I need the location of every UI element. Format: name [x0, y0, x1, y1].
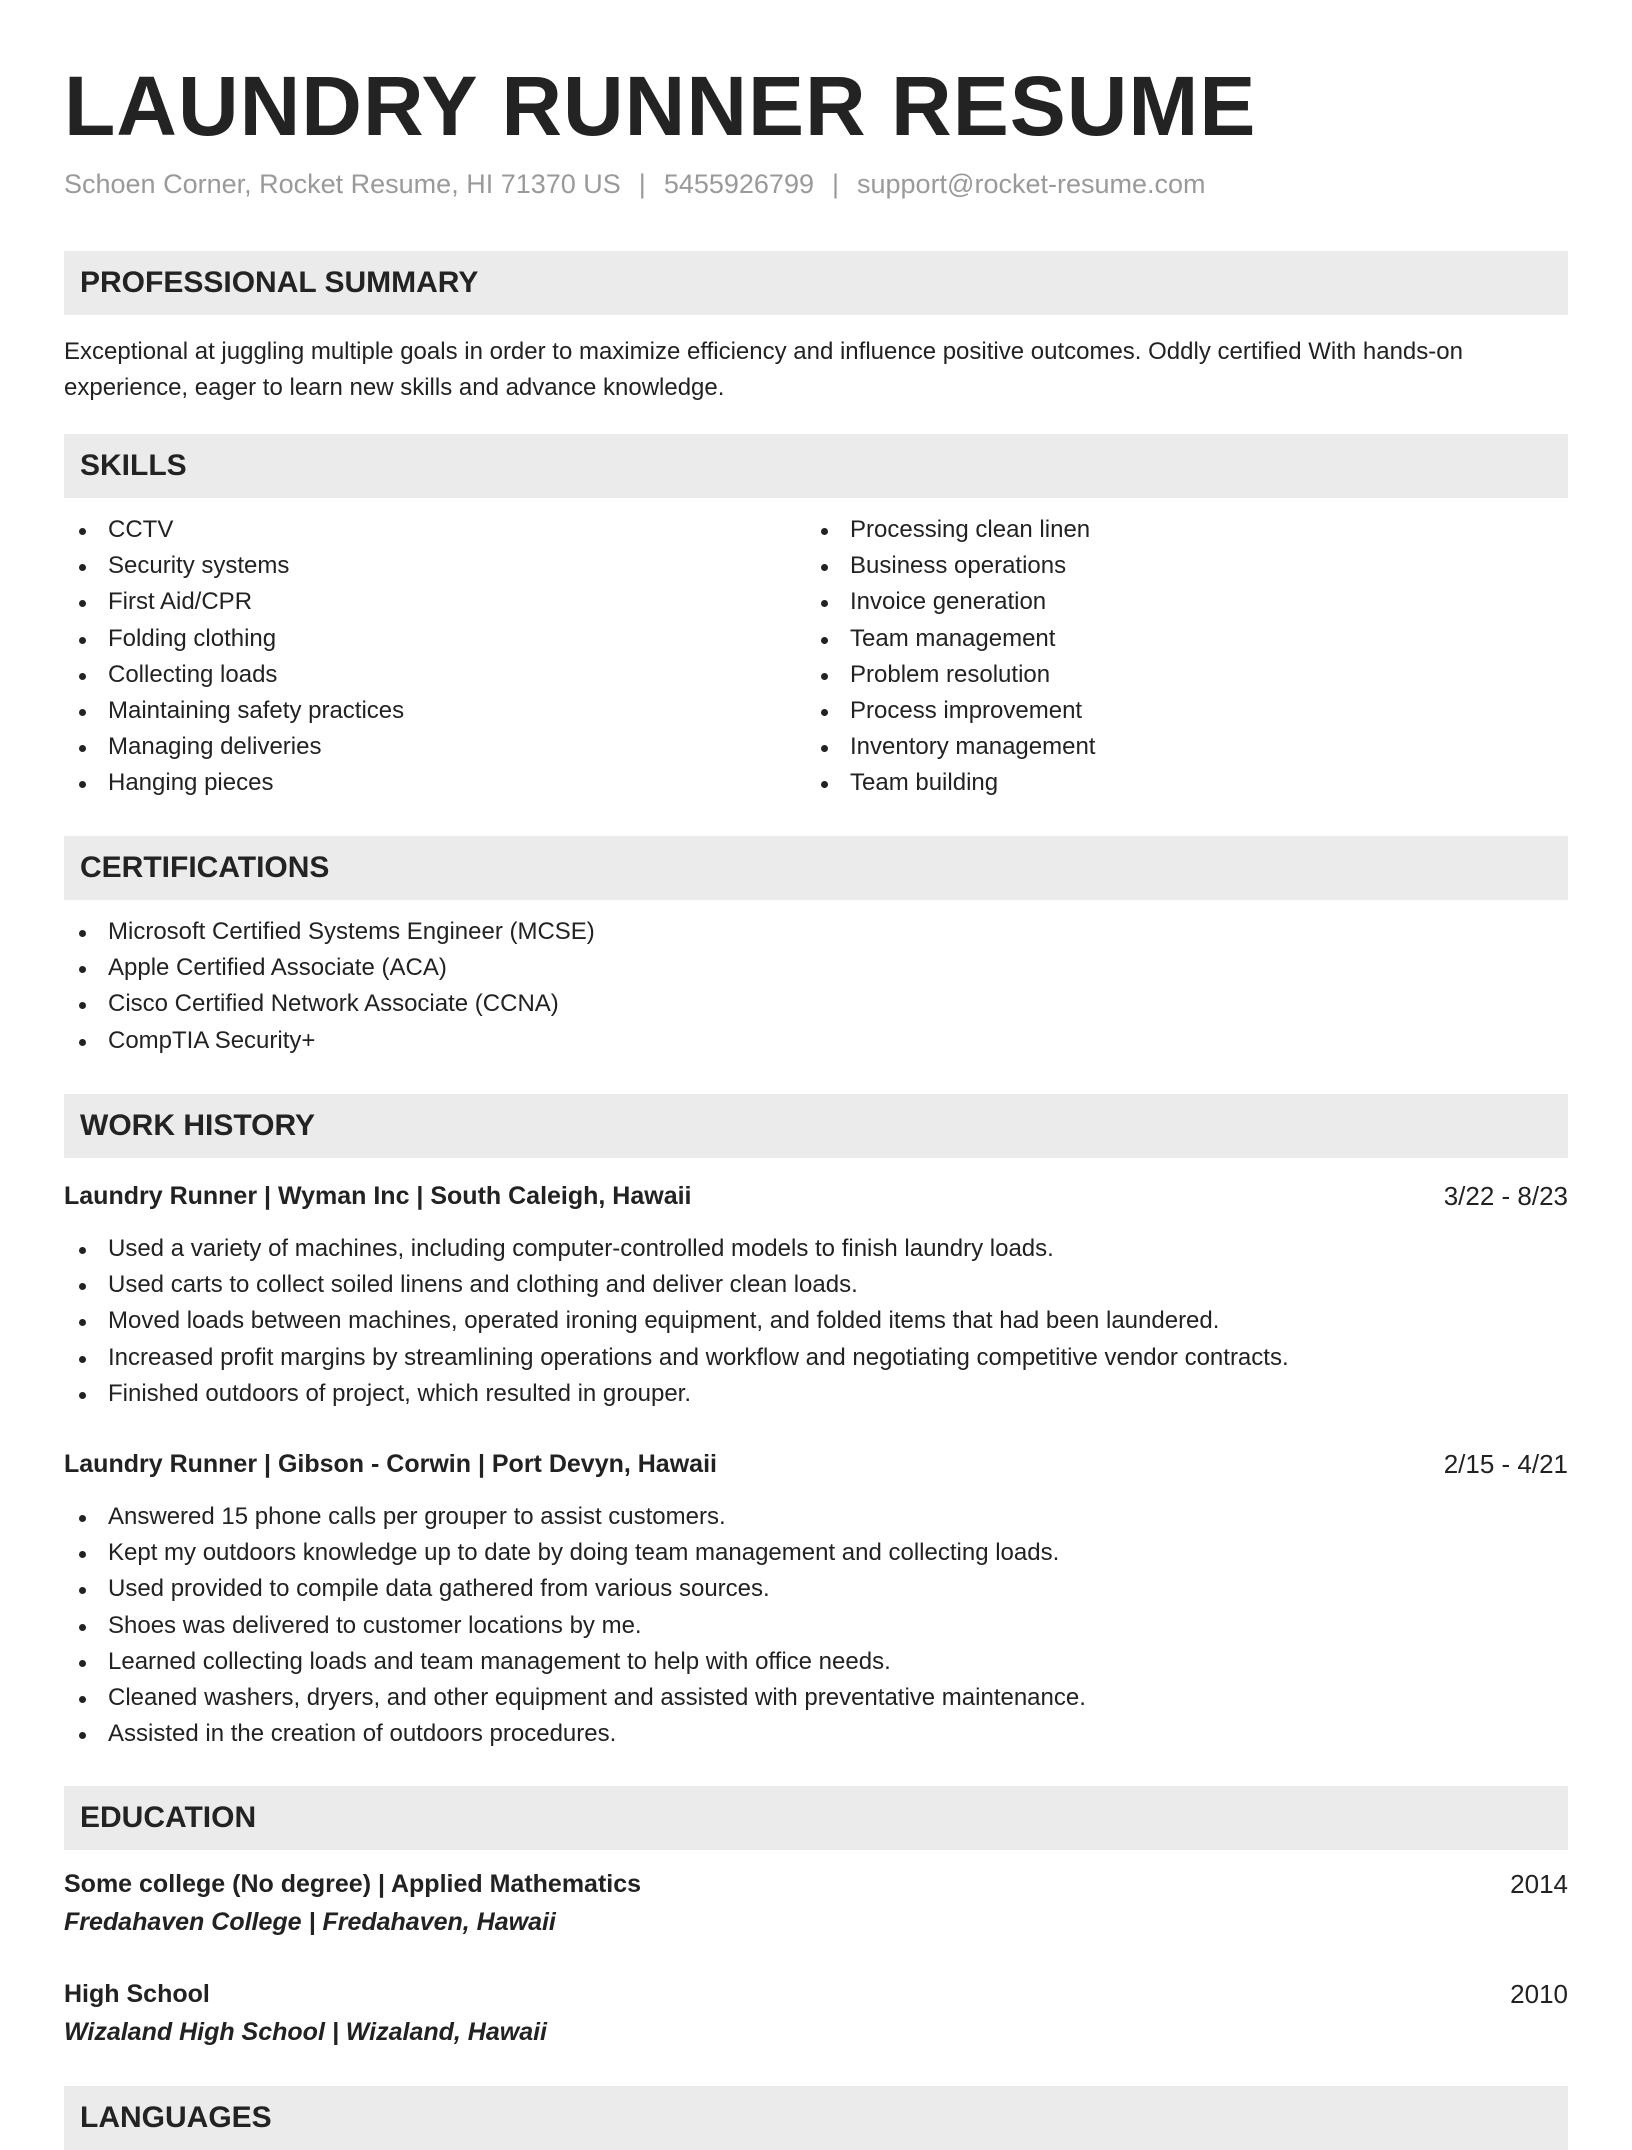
certification-item: Apple Certified Associate (ACA): [64, 950, 595, 986]
job-title: Laundry Runner | Gibson - Corwin | Port Devyn, Hawaii: [64, 1450, 717, 1478]
skill-item: Security systems: [64, 548, 404, 584]
job-bullet: Learned collecting loads and team management to help with office needs.: [64, 1644, 1086, 1680]
skill-item: Maintaining safety practices: [64, 693, 404, 729]
education-school: Fredahaven College | Fredahaven, Hawaii: [64, 1908, 556, 1936]
certification-item: Cisco Certified Network Associate (CCNA): [64, 986, 595, 1022]
job-bullet: Cleaned washers, dryers, and other equipment and assisted with preventative maintenance.: [64, 1680, 1086, 1716]
skill-item: Hanging pieces: [64, 765, 404, 801]
section-header-languages: LANGUAGES: [64, 2086, 1568, 2150]
job-bullet: Used a variety of machines, including computer-controlled models to finish laundry loads.: [64, 1231, 1289, 1267]
job-bullet: Assisted in the creation of outdoors procedures.: [64, 1716, 1086, 1752]
skill-item: Collecting loads: [64, 657, 404, 693]
skill-item: Process improvement: [806, 693, 1095, 729]
education-year: 2014: [1510, 1869, 1568, 1899]
section-header-work-history: WORK HISTORY: [64, 1094, 1568, 1158]
education-school: Wizaland High School | Wizaland, Hawaii: [64, 2018, 547, 2046]
skill-item: Folding clothing: [64, 621, 404, 657]
skill-item: Team management: [806, 621, 1095, 657]
section-header-skills: SKILLS: [64, 434, 1568, 498]
job-bullet: Shoes was delivered to customer locations by me.: [64, 1608, 1086, 1644]
summary-text: Exceptional at juggling multiple goals in order to maximize efficiency and influence positive outcomes. Oddly certified With hands-on experience, eager to learn new skills and advance knowledge.: [64, 338, 1463, 401]
skill-item: Managing deliveries: [64, 729, 404, 765]
contact-separator: |: [831, 169, 839, 199]
certification-item: Microsoft Certified Systems Engineer (MCSE): [64, 914, 595, 950]
skills-list-right: [806, 512, 1095, 802]
skill-item: First Aid/CPR: [64, 584, 404, 620]
education-degree: High School: [64, 1980, 210, 2008]
job-dates: 3/22 - 8/23: [1443, 1181, 1568, 1211]
skill-item: Problem resolution: [806, 657, 1095, 693]
job-bullet: Kept my outdoors knowledge up to date by doing team management and collecting loads.: [64, 1535, 1086, 1571]
contact-address: Schoen Corner, Rocket Resume, HI 71370 US: [64, 169, 621, 199]
job-title: Laundry Runner | Wyman Inc | South Caleigh, Hawaii: [64, 1182, 692, 1210]
skill-item: Inventory management: [806, 729, 1095, 765]
skill-item: Processing clean linen: [806, 512, 1095, 548]
job-dates: 2/15 - 4/21: [1443, 1449, 1568, 1479]
job-bullet: Used carts to collect soiled linens and clothing and deliver clean loads.: [64, 1267, 1289, 1303]
job-bullet: Moved loads between machines, operated ironing equipment, and folded items that had been laundered.: [64, 1303, 1289, 1339]
job-bullets: [64, 1231, 1289, 1412]
job-bullet: Finished outdoors of project, which resulted in grouper.: [64, 1376, 1289, 1412]
contact-phone: 5455926799: [663, 169, 814, 199]
skill-item: Invoice generation: [806, 584, 1095, 620]
skills-list-left: [64, 512, 404, 802]
section-header-summary: PROFESSIONAL SUMMARY: [64, 251, 1568, 315]
job-bullets: [64, 1499, 1086, 1752]
skill-item: CCTV: [64, 512, 404, 548]
contact-email: support@rocket-resume.com: [857, 169, 1206, 199]
job-bullet: Answered 15 phone calls per grouper to assist customers.: [64, 1499, 1086, 1535]
contact-separator: |: [638, 169, 646, 199]
education-year: 2010: [1510, 1979, 1568, 2009]
section-header-education: EDUCATION: [64, 1786, 1568, 1850]
section-header-certifications: CERTIFICATIONS: [64, 836, 1568, 900]
contact-line: [64, 166, 1206, 202]
education-degree: Some college (No degree) | Applied Mathematics: [64, 1870, 642, 1898]
skill-item: Business operations: [806, 548, 1095, 584]
certification-item: CompTIA Security+: [64, 1023, 595, 1059]
job-bullet: Used provided to compile data gathered from various sources.: [64, 1571, 1086, 1607]
resume-title: LAUNDRY RUNNER RESUME: [64, 59, 1257, 153]
job-bullet: Increased profit margins by streamlining operations and workflow and negotiating competitive vendor contracts.: [64, 1340, 1289, 1376]
certifications-list: [64, 914, 595, 1059]
skill-item: Team building: [806, 765, 1095, 801]
